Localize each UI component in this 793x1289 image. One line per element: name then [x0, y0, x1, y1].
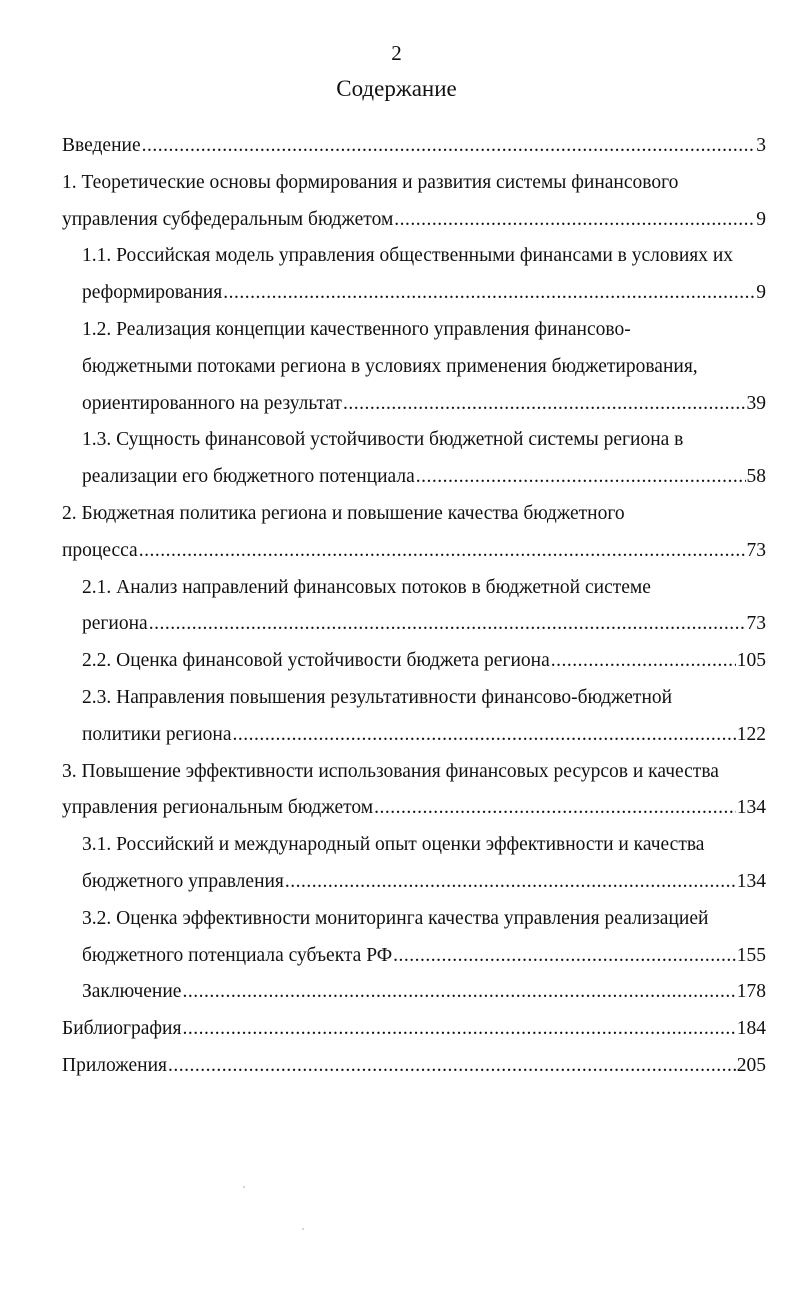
page-title: Содержание: [336, 76, 457, 101]
toc-page-number: 3: [756, 135, 766, 156]
toc-leader-dots: [182, 974, 735, 1011]
toc-entry-title: региона: [82, 613, 148, 635]
toc-entry-section-1-2-line-2[interactable]: бюджетными потоками региона в условиях применения бюджетирования,: [82, 355, 698, 377]
toc-page-number: 73: [746, 539, 766, 561]
toc-entry-section-1-2-line-1[interactable]: 1.2. Реализация концепции качественного управления финансово-: [82, 318, 631, 340]
toc-entry-section-1-2[interactable]: [62, 386, 766, 423]
toc-leader-dots: [139, 533, 746, 570]
toc-entry-title: реализации его бюджетного потенциала: [82, 466, 415, 488]
toc-entry-section-2-1-line-1[interactable]: 2.1. Анализ направлений финансовых потоков в бюджетной системе: [82, 576, 651, 598]
toc-leader-dots: [551, 643, 736, 680]
toc-page-number: 73: [746, 613, 766, 635]
toc-leader-dots: [149, 606, 746, 643]
toc-entry-title: Библиография: [62, 1018, 182, 1040]
toc-entry-title: бюджетного потенциала субъекта РФ: [82, 944, 393, 966]
toc-entry-title: процесса: [62, 539, 138, 561]
toc-entry-title: управления субфедеральным бюджетом: [62, 208, 394, 230]
toc-entry-chapter-1-line-1[interactable]: 1. Теоретические основы формирования и развития системы финансового: [62, 171, 679, 193]
toc-page-number: 184: [736, 1018, 766, 1040]
toc-page-number: 9: [756, 208, 766, 230]
toc-page-number: 122: [736, 723, 766, 745]
toc-entry-appendices[interactable]: [62, 1048, 766, 1085]
toc-leader-dots: [142, 128, 756, 165]
toc-entry-title: политики региона: [82, 723, 232, 745]
toc-entry-bibliography[interactable]: [62, 1011, 766, 1048]
toc-entry-section-3-1[interactable]: [62, 864, 766, 901]
toc-entry-title: управления региональным бюджетом: [62, 797, 374, 819]
toc-entry-conclusion[interactable]: [62, 974, 766, 1011]
toc-entry-section-3-2[interactable]: [62, 938, 766, 975]
toc-entry-section-3-2-line-1[interactable]: 3.2. Оценка эффективности мониторинга качества управления реализацией: [82, 907, 709, 929]
toc-entry-section-2-3[interactable]: [62, 717, 766, 754]
toc-leader-dots: [233, 717, 736, 754]
toc-leader-dots: [374, 790, 736, 827]
table-of-contents: [62, 128, 766, 1085]
toc-entry-chapter-2[interactable]: [62, 533, 766, 570]
toc-page-number: 205: [736, 1054, 766, 1076]
toc-entry-section-1-1-line-1[interactable]: 1.1. Российская модель управления общественными финансами в условиях их: [82, 245, 734, 267]
toc-entry-title: Приложения: [62, 1054, 167, 1076]
toc-entry-section-2-2[interactable]: [62, 643, 766, 680]
toc-entry-chapter-3-line-1[interactable]: 3. Повышение эффективности использования финансовых ресурсов и качества: [62, 760, 719, 782]
toc-entry-section-2-3-line-1[interactable]: 2.3. Направления повышения результативности финансово-бюджетной: [82, 686, 673, 708]
toc-page-number: 58: [746, 466, 766, 488]
toc-leader-dots: [394, 202, 755, 239]
toc-entry-chapter-3[interactable]: [62, 790, 766, 827]
toc-entry-title: Заключение: [82, 981, 182, 1003]
toc-entry-title: реформирования: [82, 282, 223, 304]
toc-page-number: 178: [736, 981, 766, 1003]
scan-speck: [302, 1228, 304, 1230]
toc-entry-section-2-1[interactable]: [62, 606, 766, 643]
toc-page-number: 155: [736, 944, 766, 966]
toc-page-number: 9: [756, 282, 766, 304]
toc-entry-chapter-2-line-1[interactable]: 2. Бюджетная политика региона и повышение качества бюджетного: [62, 502, 625, 524]
toc-entry-section-1-1[interactable]: [62, 275, 766, 312]
toc-leader-dots: [416, 459, 746, 496]
toc-leader-dots: [168, 1048, 736, 1085]
toc-entry-chapter-1[interactable]: [62, 202, 766, 239]
scan-speck: [243, 1186, 245, 1188]
toc-page-number: 39: [746, 392, 766, 414]
toc-leader-dots: [182, 1011, 735, 1048]
toc-entry-title: 2.2. Оценка финансовой устойчивости бюджета региона: [82, 650, 550, 672]
toc-leader-dots: [285, 864, 736, 901]
toc-entry-section-1-3[interactable]: [62, 459, 766, 496]
toc-page-number: 134: [736, 870, 766, 892]
toc-page-number: 105: [736, 650, 766, 672]
toc-entry-title: ориентированного на результат: [82, 392, 342, 414]
toc-entry-section-1-3-line-1[interactable]: 1.3. Сущность финансовой устойчивости бюджетной системы региона в: [82, 429, 684, 451]
toc-entry-title: бюджетного управления: [82, 870, 284, 892]
toc-entry-title: Введение: [62, 135, 141, 156]
toc-leader-dots: [393, 938, 736, 975]
toc-page-number: 134: [736, 797, 766, 819]
toc-entry-section-3-1-line-1[interactable]: 3.1. Российский и международный опыт оценки эффективности и качества: [82, 834, 705, 856]
page-number: 2: [391, 41, 402, 65]
toc-leader-dots: [343, 386, 746, 423]
toc-entry-intro[interactable]: [62, 128, 766, 165]
toc-leader-dots: [223, 275, 755, 312]
